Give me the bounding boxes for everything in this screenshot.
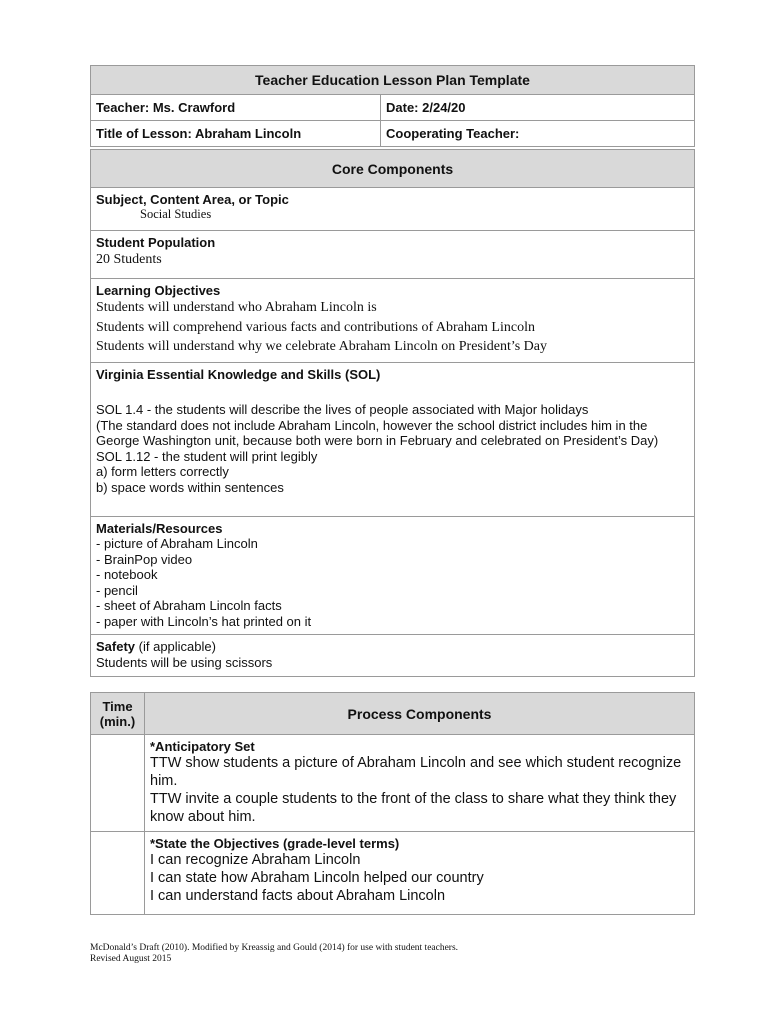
lesson-title-field: Title of Lesson: Abraham Lincoln xyxy=(91,121,381,147)
time-cell xyxy=(91,735,145,832)
sol-sub-item: a) form letters correctly xyxy=(96,464,229,479)
footer-revision: Revised August 2015 xyxy=(90,954,172,964)
population-label: Student Population xyxy=(96,235,216,250)
population-value: 20 Students xyxy=(96,252,162,267)
state-objectives-label: *State the Objectives (grade-level terms) xyxy=(150,836,400,851)
sol-note: (The standard does not include Abraham Lincoln, however the school district includes him in the George Washington unit, because both were born in February and celebrated on President’s Day) xyxy=(96,417,659,448)
material-item: - picture of Abraham Lincoln xyxy=(96,536,689,552)
subject-value: Social Studies xyxy=(140,207,212,221)
time-cell xyxy=(91,832,145,915)
material-item: - paper with Lincoln’s hat printed on it xyxy=(96,614,689,630)
material-item: - notebook xyxy=(96,567,689,583)
header-table xyxy=(90,65,695,147)
anticipatory-set-section xyxy=(145,735,695,832)
material-item: - BrainPop video xyxy=(96,552,689,568)
teacher-field: Teacher: Ms. Crawford xyxy=(91,95,381,121)
material-item: - pencil xyxy=(96,583,689,599)
date-field: Date: 2/24/20 xyxy=(381,95,695,121)
population-section xyxy=(91,231,695,279)
materials-label: Materials/Resources xyxy=(96,521,223,536)
subject-label: Subject, Content Area, or Topic xyxy=(96,192,289,207)
objective-item: Students will understand why we celebrate Abraham Lincoln on President’s Day xyxy=(96,339,548,354)
sol-line: SOL 1.4 - the students will describe the lives of people associated with Major holidays xyxy=(96,402,589,417)
template-title: Teacher Education Lesson Plan Template xyxy=(91,66,695,95)
objective-statement: I can state how Abraham Lincoln helped our country xyxy=(150,870,484,886)
anticipatory-line: TTW invite a couple students to the front of the class to share what they think they know about him. xyxy=(150,791,677,825)
objectives-section xyxy=(91,279,695,363)
objective-statement: I can understand facts about Abraham Lincoln xyxy=(150,888,446,904)
safety-section xyxy=(91,635,695,677)
materials-section xyxy=(91,517,695,635)
footer-credit: McDonald’s Draft (2010). Modified by Kreassig and Gould (2014) for use with student teachers. xyxy=(90,943,459,953)
core-components-table xyxy=(90,149,695,677)
objective-item: Students will comprehend various facts and contributions of Abraham Lincoln xyxy=(96,319,535,335)
material-item: - sheet of Abraham Lincoln facts xyxy=(96,598,689,614)
safety-value: Students will be using scissors xyxy=(96,654,273,670)
safety-note: (if applicable) xyxy=(135,639,216,654)
sol-section xyxy=(91,363,695,517)
process-components-heading: Process Components xyxy=(145,693,695,735)
objective-statement: I can recognize Abraham Lincoln xyxy=(150,852,361,868)
sol-sub-item: b) space words within sentences xyxy=(96,479,284,495)
objectives-label: Learning Objectives xyxy=(96,283,221,298)
sol-line: SOL 1.12 - the student will print legibly xyxy=(96,448,318,464)
process-components-table xyxy=(90,692,695,915)
anticipatory-line: TTW show students a picture of Abraham Lincoln and see which student recognize him. xyxy=(150,755,682,789)
subject-section xyxy=(91,188,695,231)
footer xyxy=(90,943,458,965)
safety-label: Safety xyxy=(96,639,136,654)
objective-item: Students will understand who Abraham Lincoln is xyxy=(96,300,377,315)
state-objectives-section xyxy=(145,832,695,915)
core-components-heading: Core Components xyxy=(91,150,695,188)
cooperating-teacher-field: Cooperating Teacher: xyxy=(381,121,695,147)
sol-label: Virginia Essential Knowledge and Skills (SOL) xyxy=(96,367,381,382)
time-header: Time (min.) xyxy=(91,693,145,735)
anticipatory-set-label: *Anticipatory Set xyxy=(150,739,255,754)
